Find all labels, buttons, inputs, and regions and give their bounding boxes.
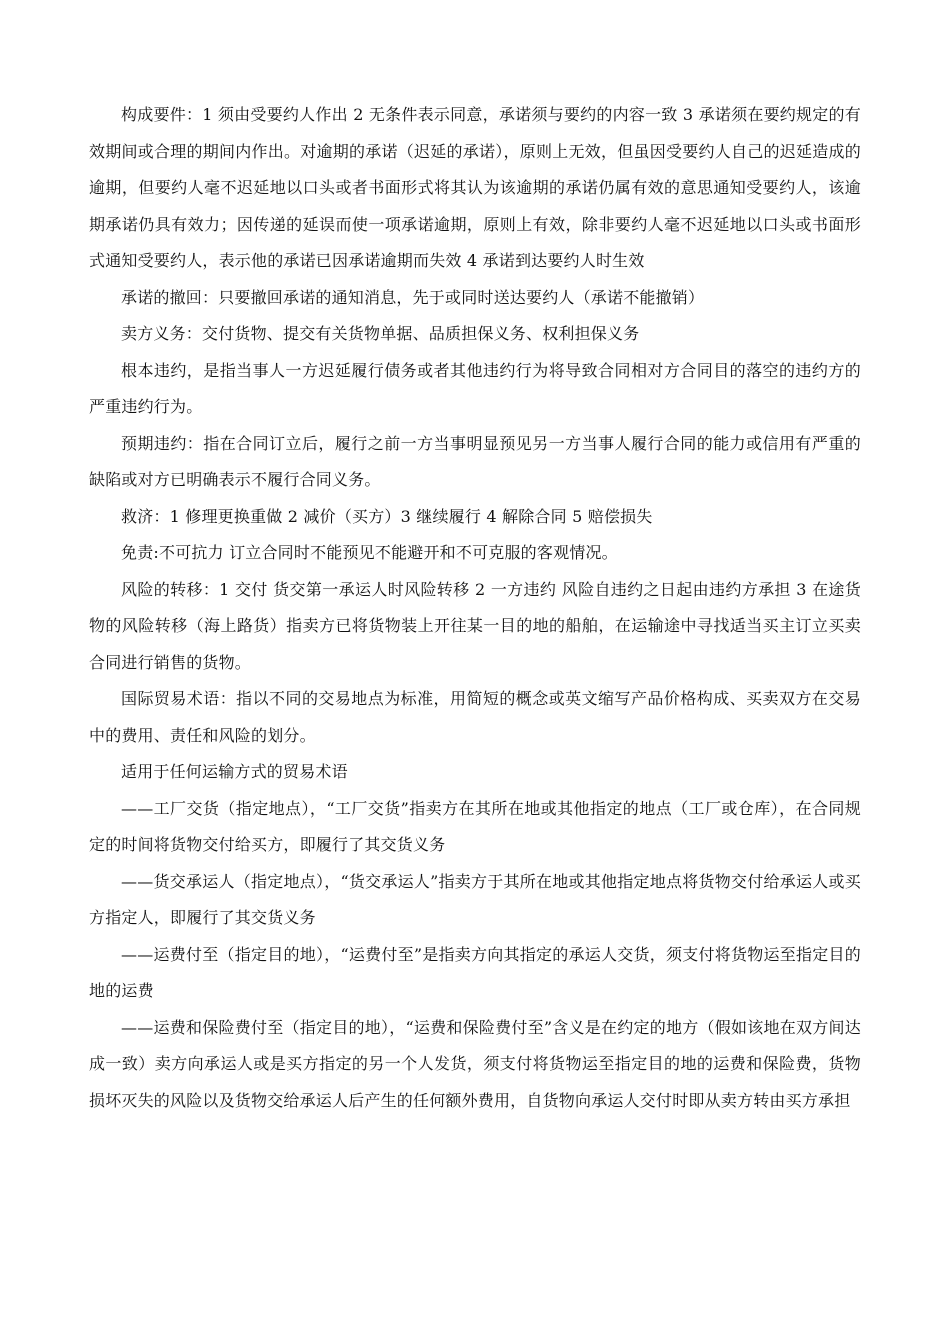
paragraph-exw: ——工厂交货（指定地点），“工厂交货”指卖方在其所在地或其他指定的地点（工厂或仓库），在合同规定的时间将货物交付给买方，即履行了其交货义务 — [89, 798, 861, 854]
paragraph-acceptance-requirements: 构成要件：1 须由受要约人作出 2 无条件表示同意，承诺须与要约的内容一致 3 承诺须在要约规定的有效期间或合理的期间内作出。对逾期的承诺（迟延的承诺），原则上无效，但虽因受要约人自己的迟延造成的逾期，但要约人毫不迟延地以口头或者书面形式将其认为该逾期的承诺仍属有效的意思通知受要约人，该逾期承诺仍具有效力；因传递的延误而使一项承诺逾期，原则上有效，除非要约人毫不迟延地以口头或书面形式通知受要约人，表示他的承诺已因承诺逾期而失效 4 承诺到达要约人时生效 — [89, 105, 861, 270]
paragraph-exemption: 免责:不可抗力 订立合同时不能预见不能避开和不可克服的客观情况。 — [121, 543, 618, 562]
paragraph-trade-terms-definition: 国际贸易术语：指以不同的交易地点为标准，用简短的概念或英文缩写产品价格构成、买卖双方在交易中的费用、责任和风险的划分。 — [89, 689, 861, 745]
document-body — [89, 97, 861, 1119]
paragraph-fundamental-breach: 根本违约，是指当事人一方迟延履行债务或者其他违约行为将导致合同相对方合同目的落空的违约方的严重违约行为。 — [89, 360, 861, 416]
paragraph-cpt: ——运费付至（指定目的地），“运费付至”是指卖方向其指定的承运人交货，须支付将货物运至指定目的地的运费 — [89, 944, 861, 1000]
paragraph-seller-obligations: 卖方义务：交付货物、提交有关货物单据、品质担保义务、权利担保义务 — [121, 324, 640, 343]
paragraph-fca: ——货交承运人（指定地点），“货交承运人”指卖方于其所在地或其他指定地点将货物交付给承运人或买方指定人，即履行了其交货义务 — [89, 871, 861, 927]
paragraph-remedies: 救济：1 修理更换重做 2 减价（买方）3 继续履行 4 解除合同 5 赔偿损失 — [121, 506, 653, 526]
paragraph-acceptance-withdrawal: 承诺的撤回：只要撤回承诺的通知消息，先于或同时送达要约人（承诺不能撤销） — [121, 287, 705, 307]
paragraph-risk-transfer: 风险的转移：1 交付 货交第一承运人时风险转移 2 一方违约 风险自违约之日起由违约方承担 3 在途货物的风险转移（海上路货）指卖方已将货物装上开往某一目的地的船舶，在运输途中寻找适当买主订立买卖合同进行销售的货物。 — [89, 579, 861, 672]
paragraph-trade-terms-heading: 适用于任何运输方式的贸易术语 — [121, 762, 348, 781]
paragraph-cip: ——运费和保险费付至（指定目的地），“运费和保险费付至”含义是在约定的地方（假如该地在双方间达成一致）卖方向承运人或是买方指定的另一个人发货，须支付将货物运至指定目的地的运费和保险费，货物损坏灭失的风险以及货物交给承运人后产生的任何额外费用，自货物向承运人交付时即从卖方转由买方承担 — [89, 1017, 861, 1110]
paragraph-anticipatory-breach: 预期违约：指在合同订立后，履行之前一方当事明显预见另一方当事人履行合同的能力或信用有严重的缺陷或对方已明确表示不履行合同义务。 — [89, 433, 861, 489]
